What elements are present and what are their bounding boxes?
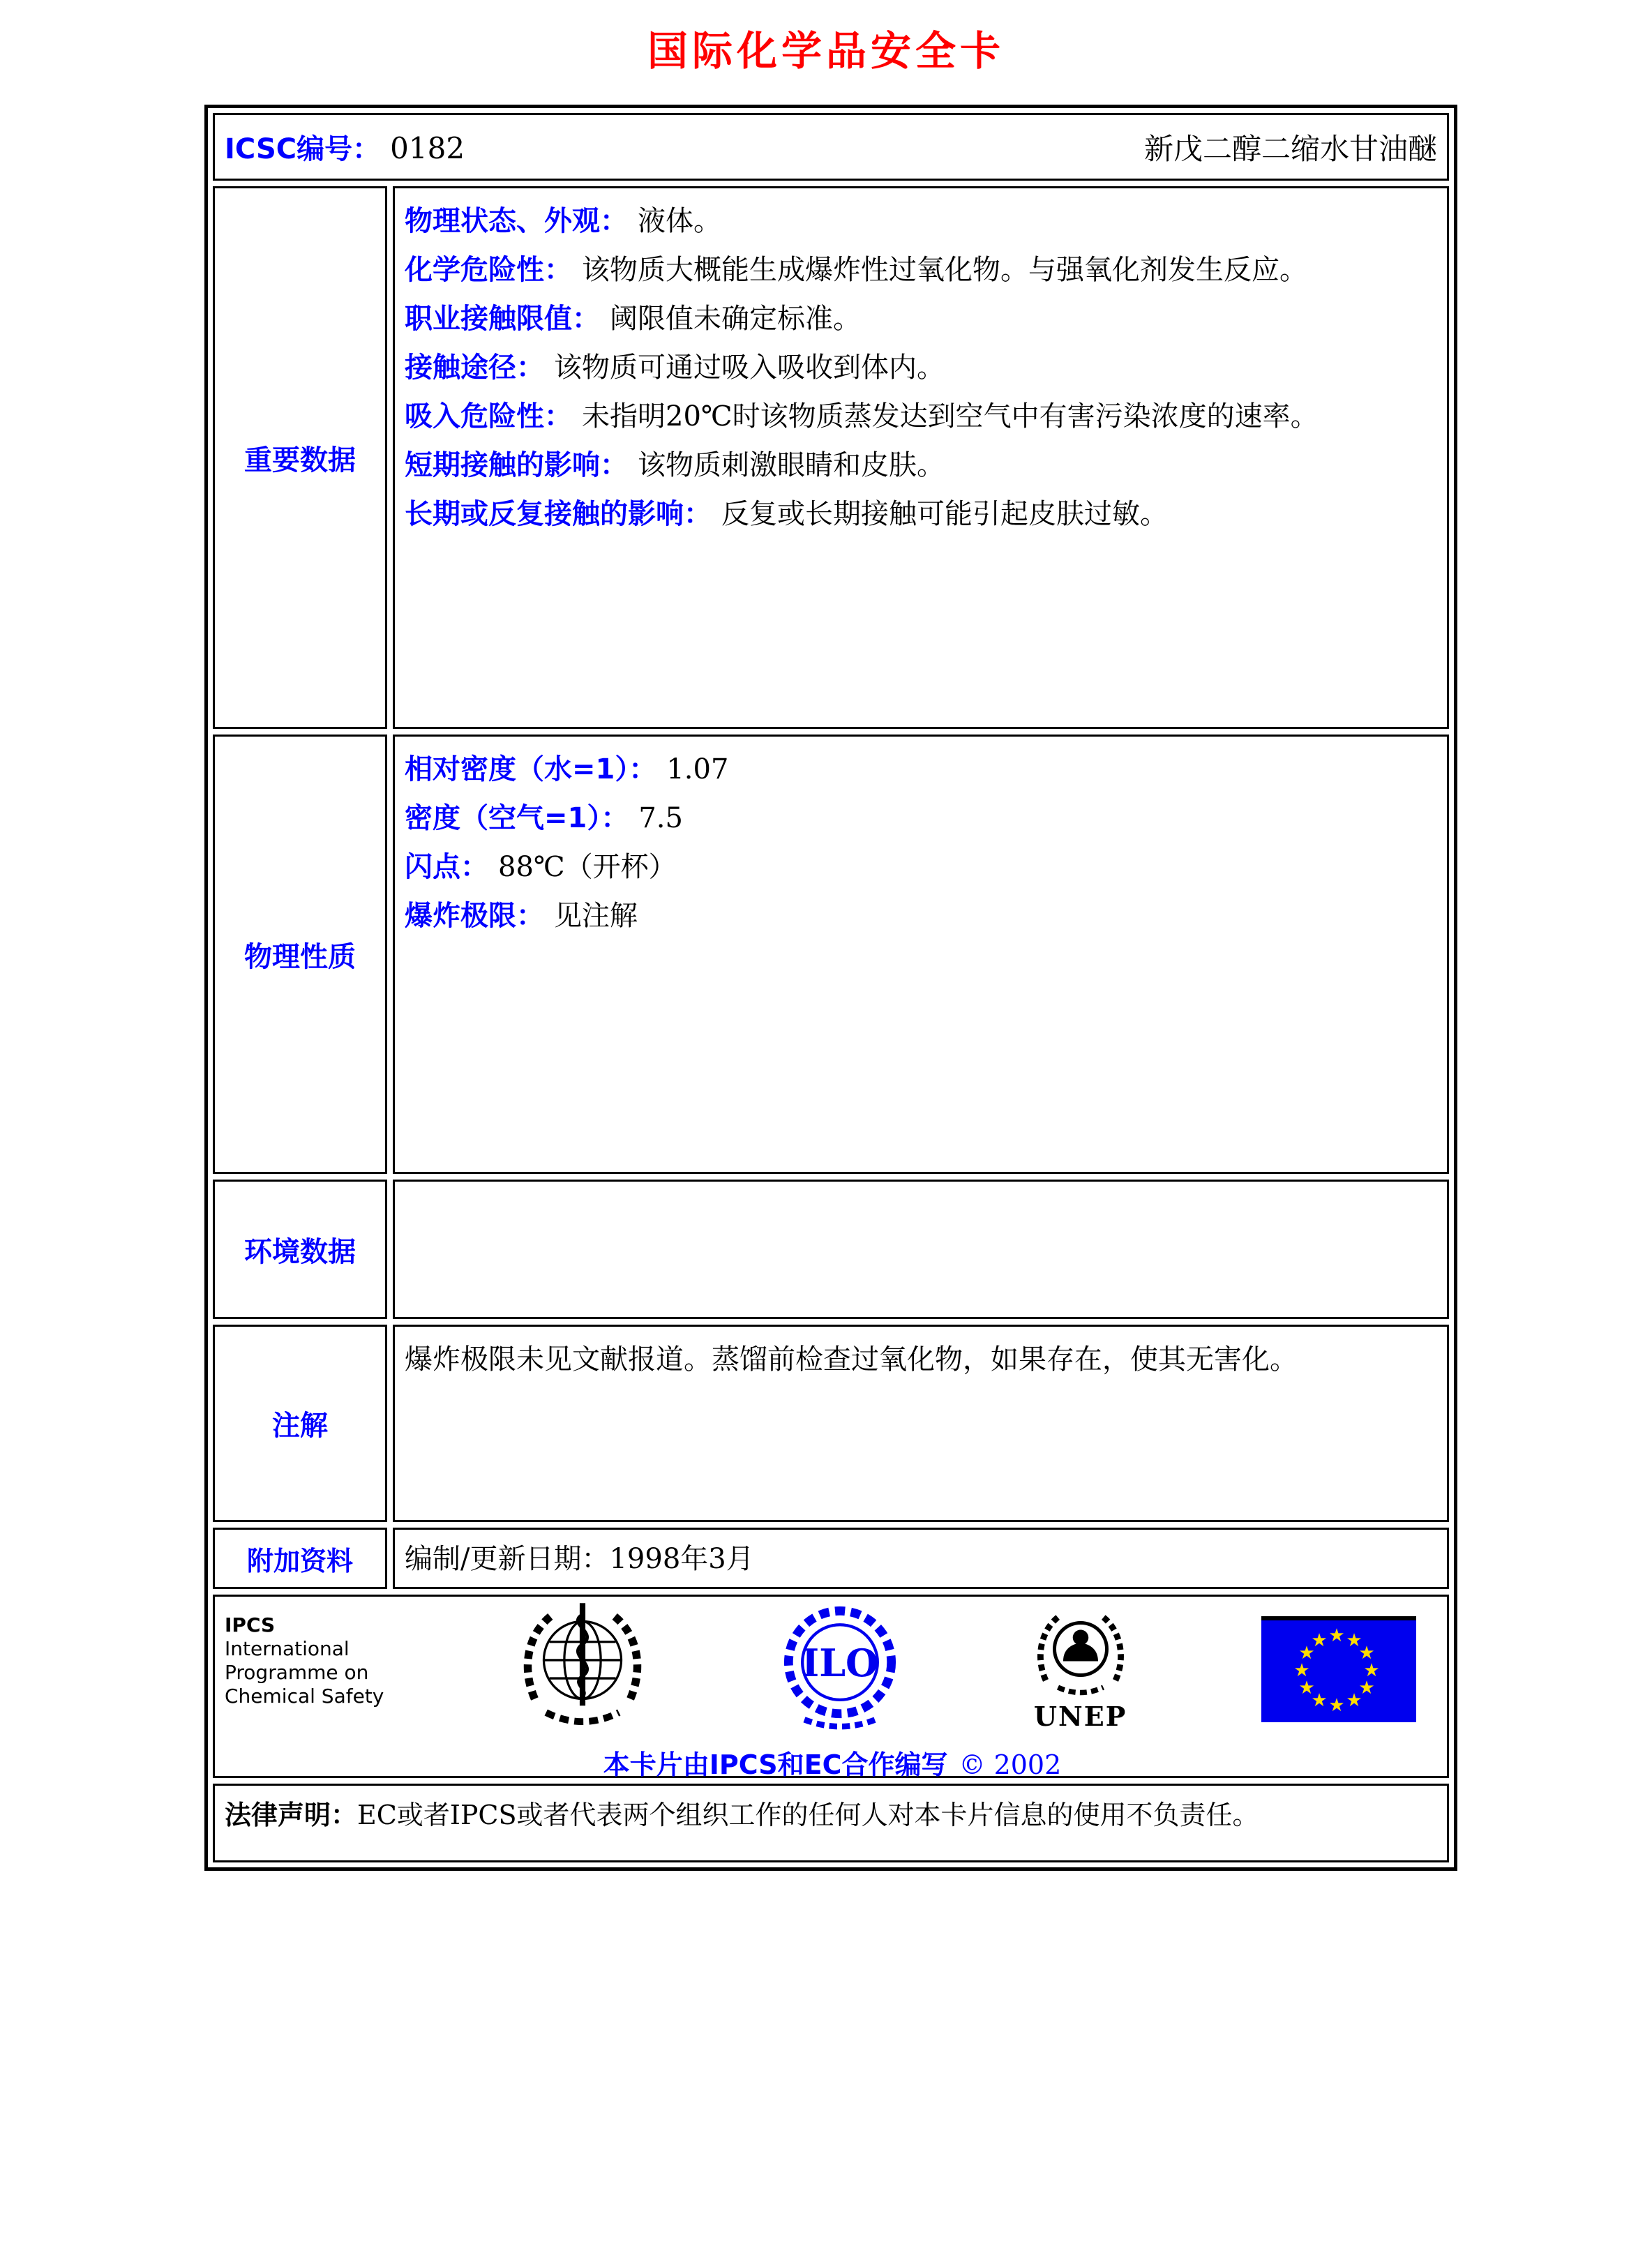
additional-info-content: 编制/更新日期：1998年3月 (393, 1528, 1449, 1589)
svg-text:★: ★ (1346, 1690, 1362, 1711)
physical-property-item: 相对密度（水=1）： 1.07 (405, 753, 729, 785)
important-data-content (393, 186, 1449, 729)
copyright-year: © 2002 (959, 1749, 1062, 1780)
legal-notice-label: 法律声明： (225, 1800, 358, 1830)
important-data-row (213, 186, 1449, 729)
notes-label: 注解 (213, 1325, 387, 1522)
important-data-label: 重要数据 (213, 186, 387, 729)
physical-property-item: 密度（空气=1）： 7.5 (405, 802, 683, 834)
additional-info-row (213, 1528, 1449, 1589)
icsc-card (204, 105, 1457, 1871)
ilo-logo-icon (781, 1603, 899, 1735)
unep-logo-icon (1028, 1607, 1133, 1732)
page-title: 国际化学品安全卡 (647, 27, 1005, 75)
important-data-item: 职业接触限值： 阈限值未确定标准。 (405, 303, 861, 335)
eu-flag-icon (1261, 1616, 1416, 1722)
icsc-number (225, 127, 465, 167)
copyright-text: 本卡片由IPCS和EC合作编写 (603, 1749, 948, 1780)
svg-text:★: ★ (1358, 1643, 1375, 1664)
important-data-item: 长期或反复接触的影响： 反复或长期接触可能引起皮肤过敏。 (405, 498, 1168, 530)
chemical-name: 新戊二醇二缩水甘油醚 (1143, 131, 1437, 166)
svg-text:★: ★ (1358, 1678, 1375, 1699)
environmental-data-label: 环境数据 (213, 1180, 387, 1319)
card-header (213, 113, 1449, 181)
svg-text:★: ★ (1328, 1625, 1345, 1646)
important-data-item: 接触途径： 该物质可通过吸入吸收到体内。 (405, 352, 945, 384)
physical-properties-row (213, 735, 1449, 1174)
ipcs-line: Programme on (225, 1661, 369, 1684)
who-logo-icon (513, 1601, 652, 1738)
svg-text:★: ★ (1293, 1660, 1310, 1681)
header-row (213, 113, 1449, 181)
important-data-item: 物理状态、外观： 液体。 (405, 205, 721, 237)
unep-wordmark: UNEP (1033, 1700, 1127, 1732)
ipcs-acronym: IPCS (225, 1613, 276, 1636)
logos-row (213, 1595, 1449, 1778)
important-data-item: 吸入危险性： 未指明20℃时该物质蒸发达到空气中有害污染浓度的速率。 (405, 400, 1319, 432)
legal-notice (213, 1784, 1449, 1862)
ilo-monogram: ILO (802, 1640, 879, 1685)
ipcs-line: Chemical Safety (225, 1685, 384, 1708)
svg-text:★: ★ (1298, 1643, 1315, 1664)
environmental-data-content (393, 1180, 1449, 1319)
physical-properties-label: 物理性质 (213, 735, 387, 1174)
additional-info-label: 附加资料 (213, 1528, 387, 1589)
important-data-item: 化学危险性： 该物质大概能生成爆炸性过氧化物。与强氧化剂发生反应。 (405, 254, 1307, 286)
svg-text:★: ★ (1311, 1690, 1328, 1711)
svg-text:★: ★ (1346, 1630, 1362, 1651)
legal-row (213, 1784, 1449, 1862)
unep-figure (1063, 1629, 1098, 1661)
copyright-line (225, 1743, 1440, 1782)
notes-text: 爆炸极限未见文献报道。蒸馏前检查过氧化物，如果存在，使其无害化。 (405, 1343, 1298, 1376)
ipcs-text-block (225, 1613, 384, 1708)
legal-notice-text: EC或者IPCS或者代表两个组织工作的任何人对本卡片信息的使用不负责任。 (357, 1800, 1259, 1830)
ipcs-line: International (225, 1637, 350, 1660)
important-data-item: 短期接触的影响： 该物质刺激眼睛和皮肤。 (405, 449, 945, 481)
svg-text:★: ★ (1328, 1695, 1345, 1716)
svg-text:★: ★ (1363, 1660, 1380, 1681)
svg-text:★: ★ (1298, 1678, 1315, 1699)
notes-content (393, 1325, 1449, 1522)
environmental-data-row (213, 1180, 1449, 1319)
svg-text:★: ★ (1311, 1630, 1328, 1651)
notes-row (213, 1325, 1449, 1522)
physical-property-item: 爆炸极限： 见注解 (405, 900, 638, 932)
physical-property-item: 闪点： 88℃（开杯） (405, 851, 677, 883)
physical-properties-content (393, 735, 1449, 1174)
icsc-number-value: 0182 (390, 131, 465, 165)
icsc-number-label: ICSC编号： (225, 133, 381, 165)
logos-cell (213, 1595, 1449, 1778)
